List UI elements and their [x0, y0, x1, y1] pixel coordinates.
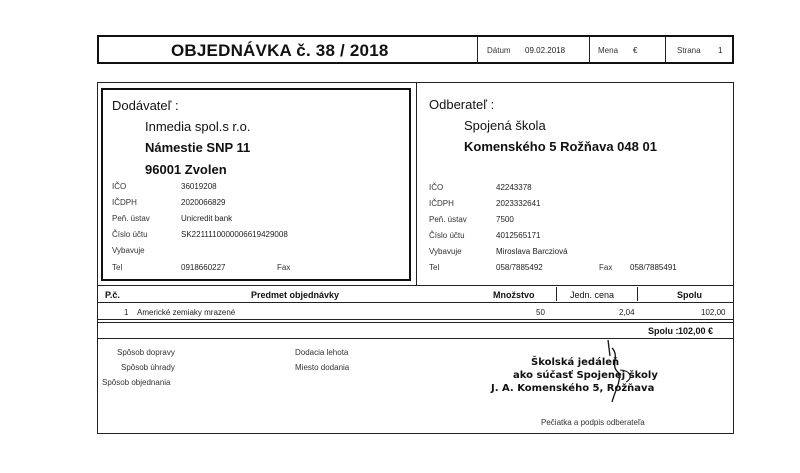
- customer-ico-label: IČO: [429, 183, 444, 192]
- order-header: [97, 35, 734, 64]
- customer-account: 4012565171: [496, 231, 541, 240]
- divider: [665, 37, 666, 62]
- supplier-account: SK2211110000006619429008: [181, 230, 288, 239]
- supplier-fax-label: Fax: [277, 263, 291, 272]
- customer-fax-label: Fax: [599, 263, 613, 272]
- stamp-line-3: J. A. Komenského 5, Rožňava: [491, 383, 655, 394]
- currency-label: Mena: [598, 46, 619, 55]
- customer-handler-label: Vybavuje: [429, 247, 462, 256]
- ordering-label: Spôsob objednania: [102, 378, 171, 387]
- customer-bank: 7500: [496, 215, 514, 224]
- supplier-handler-label: Vybavuje: [112, 246, 145, 255]
- place-label: Miesto dodania: [295, 363, 350, 372]
- customer-fax: 058/7885491: [630, 263, 677, 272]
- customer-tel: 058/7885492: [496, 263, 543, 272]
- sum-value: 102,00 €: [678, 326, 714, 336]
- supplier-account-label: Číslo účtu: [112, 230, 148, 239]
- page-label: Strana: [677, 46, 701, 55]
- col-no-header: P.č.: [105, 290, 120, 300]
- customer-heading: Odberateľ :: [429, 97, 495, 112]
- supplier-street: Námestie SNP 11: [145, 140, 251, 155]
- supplier-box: [101, 88, 411, 281]
- stamp-line-2: ako súčasť Spojenej školy: [513, 370, 658, 381]
- col-total-header: Spolu: [677, 290, 702, 300]
- date-label: Dátum: [487, 46, 511, 55]
- supplier-icdph: 2020066829: [181, 198, 226, 207]
- customer-ico: 42243378: [496, 183, 532, 192]
- customer-block: [416, 88, 732, 283]
- supplier-icdph-label: IČDPH: [112, 198, 137, 207]
- supplier-ico: 36019208: [181, 182, 217, 191]
- row-unit-price: 2,04: [619, 308, 635, 317]
- customer-account-label: Číslo účtu: [429, 231, 465, 240]
- col-qty-header: Množstvo: [493, 290, 535, 300]
- row-subject: Americké zemiaky mrazené: [137, 308, 236, 317]
- customer-handler: Miroslava Barcziová: [496, 247, 568, 256]
- divider: [556, 287, 557, 301]
- customer-tel-label: Tel: [429, 263, 440, 272]
- stamp-line-1: Školská jedáleň: [531, 357, 620, 368]
- sum-line: [97, 322, 734, 323]
- signature-mark: [590, 336, 650, 406]
- currency-value: €: [633, 46, 638, 55]
- supplier-city: 96001 Zvolen: [145, 162, 227, 177]
- row-qty: 50: [536, 308, 545, 317]
- supplier-name: Inmedia spol.s r.o.: [145, 119, 251, 134]
- sum-label: Spolu :: [648, 326, 679, 336]
- delivery-label: Dodacia lehota: [295, 348, 349, 357]
- row-total: 102,00: [701, 308, 726, 317]
- customer-icdph: 2023332641: [496, 199, 541, 208]
- divider: [477, 37, 478, 62]
- customer-address: Komenského 5 Rožňava 048 01: [464, 139, 657, 154]
- transport-label: Spôsob dopravy: [117, 348, 175, 357]
- divider: [637, 287, 638, 301]
- table-top-line: [97, 285, 734, 286]
- divider: [589, 37, 590, 62]
- supplier-bank: Unicredit bank: [181, 214, 233, 223]
- supplier-bank-label: Peň. ústav: [112, 214, 150, 223]
- row-no: 1: [124, 308, 129, 317]
- supplier-ico-label: IČO: [112, 182, 127, 191]
- customer-icdph-label: IČDPH: [429, 199, 454, 208]
- page-value: 1: [718, 46, 723, 55]
- col-unit-price-header: Jedn. cena: [570, 290, 615, 300]
- date-value: 09.02.2018: [525, 46, 566, 55]
- supplier-heading: Dodávateľ :: [112, 98, 179, 113]
- signature-label: Pečiatka a podpis odberateľa: [541, 418, 645, 427]
- supplier-tel: 0918660227: [181, 263, 226, 272]
- customer-bank-label: Peň. ústav: [429, 215, 467, 224]
- col-subject-header: Predmet objednávky: [251, 290, 340, 300]
- customer-name: Spojená škola: [464, 118, 546, 133]
- header-underline: [97, 302, 734, 303]
- order-title: OBJEDNÁVKA č. 38 / 2018: [171, 41, 389, 60]
- row-underline: [97, 319, 734, 320]
- payment-label: Spôsob úhrady: [121, 363, 175, 372]
- table-row: [97, 305, 734, 319]
- supplier-tel-label: Tel: [112, 263, 123, 272]
